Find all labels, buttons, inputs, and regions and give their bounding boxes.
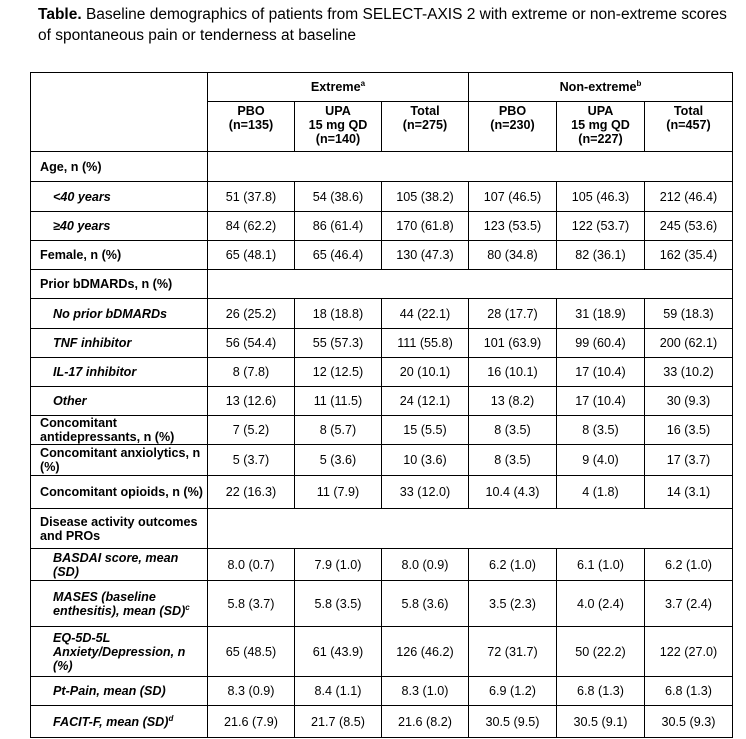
column-header-line: (n=275) [402, 118, 448, 132]
table-cell: 8.0 (0.9) [382, 549, 469, 581]
table-cell: 82 (36.1) [557, 241, 645, 270]
table-cell: 65 (48.1) [208, 241, 295, 270]
row-label: <40 years [31, 182, 208, 212]
column-header-line: (n=230) [490, 118, 535, 132]
row-label: TNF inhibitor [31, 329, 208, 358]
table-cell: 59 (18.3) [645, 299, 733, 329]
table-cell: 8 (5.7) [295, 416, 382, 445]
table-cell: 28 (17.7) [469, 299, 557, 329]
table-cell: 84 (62.2) [208, 212, 295, 241]
table-cell: 7 (5.2) [208, 416, 295, 445]
table-cell: 8.0 (0.7) [208, 549, 295, 581]
table-cell: 31 (18.9) [557, 299, 645, 329]
table-cell: 10 (3.6) [382, 445, 469, 476]
column-header [645, 102, 733, 152]
table-cell: 111 (55.8) [382, 329, 469, 358]
table-cell: 61 (43.9) [295, 627, 382, 677]
column-header [469, 102, 557, 152]
table-cell: 245 (53.6) [645, 212, 733, 241]
table-cell: 12 (12.5) [295, 358, 382, 387]
table-cell: 30.5 (9.1) [557, 706, 645, 738]
table-cell: 126 (46.2) [382, 627, 469, 677]
section-row [31, 509, 733, 549]
table-cell: 16 (10.1) [469, 358, 557, 387]
table-cell: 8.4 (1.1) [295, 677, 382, 706]
table-row [31, 706, 733, 738]
table-cell: 65 (48.5) [208, 627, 295, 677]
table-cell: 3.5 (2.3) [469, 581, 557, 627]
table-row [31, 581, 733, 627]
table-cell: 123 (53.5) [469, 212, 557, 241]
table-cell: 51 (37.8) [208, 182, 295, 212]
row-label: Concomitant anxiolytics, n (%) [31, 445, 208, 476]
table-cell: 17 (10.4) [557, 358, 645, 387]
table-cell: 13 (8.2) [469, 387, 557, 416]
table-cell: 21.6 (8.2) [382, 706, 469, 738]
section-blank [208, 270, 733, 299]
table-cell: 6.8 (1.3) [645, 677, 733, 706]
table-cell: 6.9 (1.2) [469, 677, 557, 706]
table-cell: 5.8 (3.5) [295, 581, 382, 627]
row-label: Other [31, 387, 208, 416]
row-label: IL-17 inhibitor [31, 358, 208, 387]
table-row [31, 416, 733, 445]
table-row [31, 549, 733, 581]
table-cell: 26 (25.2) [208, 299, 295, 329]
row-label: ≥40 years [31, 212, 208, 241]
column-header [557, 102, 645, 152]
table-cell: 21.6 (7.9) [208, 706, 295, 738]
table-cell: 8 (3.5) [557, 416, 645, 445]
table-cell: 4 (1.8) [557, 476, 645, 509]
row-label: Female, n (%) [31, 241, 208, 270]
table-cell: 5 (3.7) [208, 445, 295, 476]
row-label: Prior bDMARDs, n (%) [31, 270, 208, 299]
row-label: BASDAI score, mean (SD) [31, 549, 208, 581]
table-row [31, 329, 733, 358]
demographics-table [30, 72, 733, 738]
table-cell: 6.1 (1.0) [557, 549, 645, 581]
table-cell: 8 (7.8) [208, 358, 295, 387]
table-cell: 44 (22.1) [382, 299, 469, 329]
table-cell: 8 (3.5) [469, 445, 557, 476]
corner-cell [31, 73, 208, 152]
table-row [31, 241, 733, 270]
section-row [31, 270, 733, 299]
table-cell: 6.2 (1.0) [469, 549, 557, 581]
table-cell: 101 (63.9) [469, 329, 557, 358]
column-header [382, 102, 469, 152]
table-row [31, 212, 733, 241]
table-cell: 3.7 (2.4) [645, 581, 733, 627]
table-cell: 17 (10.4) [557, 387, 645, 416]
table-cell: 9 (4.0) [557, 445, 645, 476]
table-cell: 54 (38.6) [295, 182, 382, 212]
table-cell: 14 (3.1) [645, 476, 733, 509]
caption-text: Baseline demographics of patients from SELECT-AXIS 2 with extreme or non-extreme scores of spontaneous pain or tenderness at baseline [38, 6, 727, 44]
column-header-line: UPA [325, 104, 351, 118]
table-cell: 15 (5.5) [382, 416, 469, 445]
table-cell: 212 (46.4) [645, 182, 733, 212]
table-row [31, 627, 733, 677]
column-header-line: Total [673, 104, 704, 118]
table-cell: 72 (31.7) [469, 627, 557, 677]
table-cell: 8.3 (0.9) [208, 677, 295, 706]
row-label: No prior bDMARDs [31, 299, 208, 329]
table-cell: 30 (9.3) [645, 387, 733, 416]
table-cell: 200 (62.1) [645, 329, 733, 358]
row-label: Disease activity outcomes and PROs [31, 509, 208, 549]
table-cell: 65 (46.4) [295, 241, 382, 270]
table-cell: 24 (12.1) [382, 387, 469, 416]
row-label: Pt-Pain, mean (SD) [31, 677, 208, 706]
table-cell: 6.2 (1.0) [645, 549, 733, 581]
table-row [31, 358, 733, 387]
column-header-line: (n=140) [315, 132, 361, 146]
column-header-line: (n=457) [666, 118, 711, 132]
table-cell: 5 (3.6) [295, 445, 382, 476]
table-cell: 122 (53.7) [557, 212, 645, 241]
table-row [31, 299, 733, 329]
table-cell: 55 (57.3) [295, 329, 382, 358]
column-header [295, 102, 382, 152]
table-cell: 105 (46.3) [557, 182, 645, 212]
column-header-line: Total [410, 104, 440, 118]
table-cell: 21.7 (8.5) [295, 706, 382, 738]
column-header-line: PBO [498, 104, 527, 118]
row-label: MASES (baseline enthesitis), mean (SD)$^c$ [31, 581, 208, 627]
table-cell: 7.9 (1.0) [295, 549, 382, 581]
table-cell: 6.8 (1.3) [557, 677, 645, 706]
group-nonextreme: Non-extreme$^b$ [469, 73, 733, 102]
table-cell: 5.8 (3.7) [208, 581, 295, 627]
table-cell: 170 (61.8) [382, 212, 469, 241]
table-row [31, 387, 733, 416]
table-cell: 18 (18.8) [295, 299, 382, 329]
column-header-line: 15 mg QD [571, 118, 630, 132]
table-cell: 8 (3.5) [469, 416, 557, 445]
table-cell: 11 (11.5) [295, 387, 382, 416]
section-blank [208, 509, 733, 549]
row-label: FACIT-F, mean (SD)$^d$ [31, 706, 208, 738]
table-cell: 4.0 (2.4) [557, 581, 645, 627]
column-header [208, 102, 295, 152]
table-cell: 33 (12.0) [382, 476, 469, 509]
column-header-line: UPA [587, 104, 614, 118]
row-label: Concomitant opioids, n (%) [31, 476, 208, 509]
table-cell: 56 (54.4) [208, 329, 295, 358]
table-cell: 99 (60.4) [557, 329, 645, 358]
table-cell: 13 (12.6) [208, 387, 295, 416]
section-row [31, 152, 733, 182]
table-caption [38, 4, 738, 46]
table-row [31, 677, 733, 706]
table-cell: 130 (47.3) [382, 241, 469, 270]
table-cell: 10.4 (4.3) [469, 476, 557, 509]
table-cell: 30.5 (9.5) [469, 706, 557, 738]
section-blank [208, 152, 733, 182]
group-header-row [31, 73, 733, 102]
row-label: EQ-5D-5L Anxiety/Depression, n (%) [31, 627, 208, 677]
table-cell: 17 (3.7) [645, 445, 733, 476]
table-cell: 20 (10.1) [382, 358, 469, 387]
table-cell: 5.8 (3.6) [382, 581, 469, 627]
group-extreme: Extreme$^a$ [208, 73, 469, 102]
table-cell: 33 (10.2) [645, 358, 733, 387]
table-cell: 105 (38.2) [382, 182, 469, 212]
column-header-line: 15 mg QD [308, 118, 368, 132]
column-header-line: PBO [237, 104, 265, 118]
column-header-line: (n=135) [228, 118, 274, 132]
table-cell: 16 (3.5) [645, 416, 733, 445]
table-cell: 22 (16.3) [208, 476, 295, 509]
table-cell: 30.5 (9.3) [645, 706, 733, 738]
table-row [31, 182, 733, 212]
row-label: Concomitant antidepressants, n (%) [31, 416, 208, 445]
table-cell: 107 (46.5) [469, 182, 557, 212]
table-cell: 122 (27.0) [645, 627, 733, 677]
table-row [31, 476, 733, 509]
column-header-line: (n=227) [578, 132, 623, 146]
table-cell: 11 (7.9) [295, 476, 382, 509]
table-cell: 8.3 (1.0) [382, 677, 469, 706]
caption-label: Table. [38, 6, 82, 23]
table-cell: 50 (22.2) [557, 627, 645, 677]
table-cell: 80 (34.8) [469, 241, 557, 270]
table-cell: 86 (61.4) [295, 212, 382, 241]
table-cell: 162 (35.4) [645, 241, 733, 270]
table-row [31, 445, 733, 476]
row-label: Age, n (%) [31, 152, 208, 182]
